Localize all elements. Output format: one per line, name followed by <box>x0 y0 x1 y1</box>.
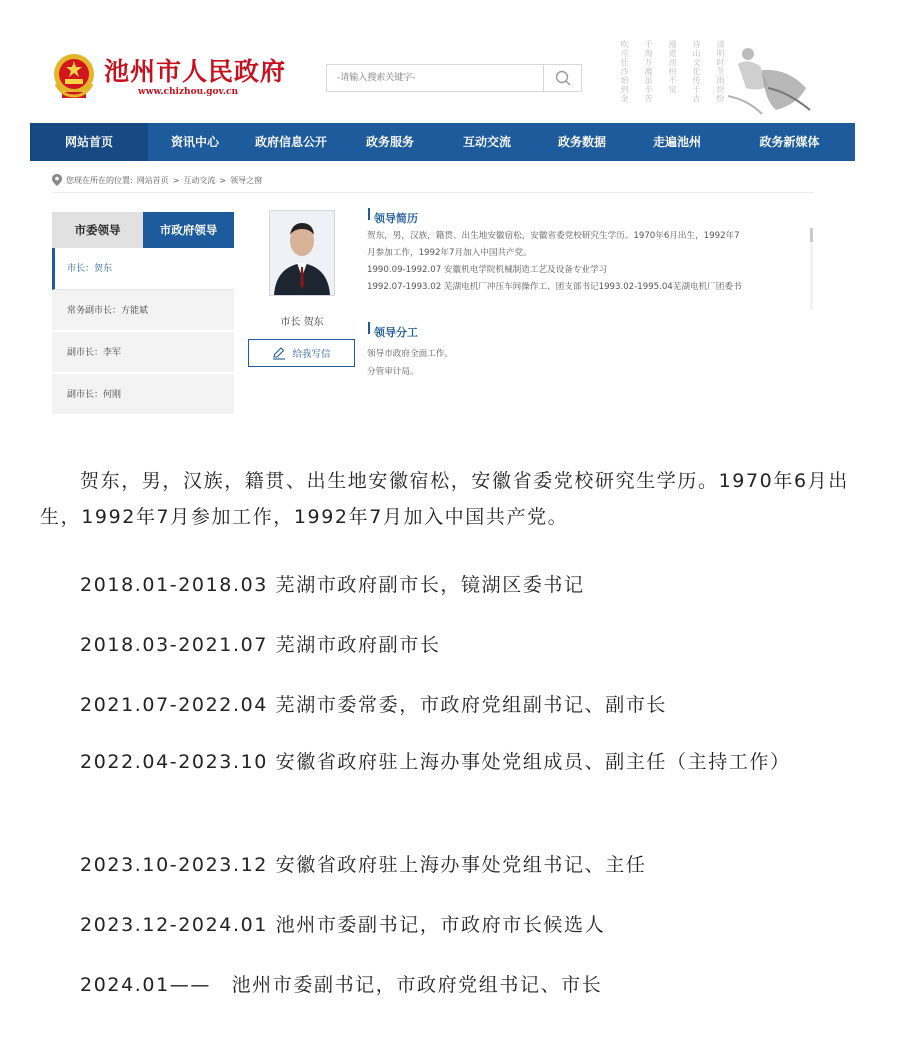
breadcrumb-link-interaction[interactable]: 互动交流 <box>183 175 216 185</box>
career-entry: 2023.10-2023.12 安徽省政府驻上海办事处党组书记、主任 <box>80 854 647 876</box>
bio-line: 月参加工作，1992年7月加入中国共产党。 <box>367 248 532 258</box>
career-entry: 2021.07-2022.04 芜湖市委常委，市政府党组副书记、副市长 <box>80 694 668 716</box>
duty-line: 分管审计局。 <box>367 367 419 377</box>
bio-line: 1990.09-1992.07 安徽机电学院机械制造工艺及设备专业学习 <box>367 265 608 275</box>
breadcrumb-current[interactable]: 领导之窗 <box>230 175 263 185</box>
bio-line: 1992.07-1993.02 芜湖电机厂冲压车间操作工、团支部书记1993.02-1995.04芜湖电机厂团委书 <box>367 282 742 292</box>
breadcrumb-link-home[interactable]: 网站首页 <box>136 175 169 185</box>
career-entry: 2024.01—— 池州市委副书记，市政府党组书记、市长 <box>80 974 603 996</box>
tab-party-leaders[interactable]: 市委领导 <box>52 212 143 248</box>
decor-text: 诗山文化传千古 <box>692 40 701 103</box>
main-nav <box>30 123 855 161</box>
duty-title: 领导分工 <box>374 326 418 339</box>
photo-caption: 市长 贺东 <box>280 317 324 328</box>
tab-government-leaders[interactable]: 市政府领导 <box>143 212 234 248</box>
career-entry: 2018.03-2021.07 芜湖市政府副市长 <box>80 634 441 656</box>
leader-item-mayor[interactable]: 市长：贺东 <box>52 248 234 290</box>
leader-item-executive-vice-mayor[interactable]: 常务副市长：方能斌 <box>52 290 234 332</box>
ink-figure-illustration <box>718 40 814 120</box>
search-icon <box>555 70 571 86</box>
breadcrumb <box>52 174 266 186</box>
nav-item-gov-info[interactable]: 政府信息公开 <box>254 135 327 149</box>
nav-item-data[interactable]: 政务数据 <box>557 135 606 149</box>
write-letter-button[interactable] <box>248 339 355 367</box>
leader-tabs <box>52 212 234 248</box>
nav-item-home[interactable]: 网站首页 <box>30 123 148 161</box>
section-marker <box>368 208 370 220</box>
nav-item-services[interactable]: 政务服务 <box>365 135 414 149</box>
bio-section-title <box>374 207 418 226</box>
career-entry: 2022.04-2023.10 安徽省政府驻上海办事处党组成员、副主任（主持工作） <box>80 751 791 773</box>
search-button[interactable] <box>544 65 581 91</box>
nav-item-news[interactable]: 资讯中心 <box>170 135 219 149</box>
search-box <box>326 64 582 92</box>
nav-item-interaction[interactable]: 互动交流 <box>462 135 511 149</box>
site-url[interactable]: www.chizhou.gov.cn <box>138 87 239 97</box>
write-letter-label: 给我写信 <box>292 349 331 360</box>
search-input[interactable] <box>337 65 537 91</box>
duty-text <box>367 345 453 381</box>
site-title[interactable]: 池州市人民政府 <box>104 57 287 86</box>
article-intro: 贺东，男，汉族，籍贯、出生地安徽宿松，安徽省委党校研究生学历。1970年6月出生，1992年7月参加工作，1992年7月加入中国共产党。 <box>40 470 849 528</box>
bio-scrollbar-thumb[interactable] <box>810 228 813 242</box>
header-decoration <box>618 40 814 120</box>
decor-text: 清明时节雨纷纷 <box>716 40 725 103</box>
decor-text: 千淘万漉虽辛苦 <box>644 40 653 103</box>
duty-section-title <box>374 321 418 340</box>
national-emblem-icon <box>52 52 96 102</box>
nav-item-new-media[interactable]: 政务新媒体 <box>759 135 820 149</box>
breadcrumb-separator: > <box>219 175 227 185</box>
location-pin-icon <box>52 174 62 186</box>
career-entry: 2018.01-2018.03 芜湖市政府副市长，镜湖区委书记 <box>80 574 585 596</box>
duty-line: 领导市政府全面工作。 <box>367 349 453 359</box>
decor-text: 漫道池州不觉 <box>668 40 677 94</box>
leader-item-vice-mayor-li[interactable]: 副市长：李军 <box>52 332 234 374</box>
breadcrumb-prefix: 您现在所在的位置: <box>66 175 133 185</box>
leader-item-vice-mayor-he[interactable]: 副市长：何刚 <box>52 374 234 416</box>
decor-text: 吹尽狂沙始到金 <box>620 40 629 103</box>
leader-photo <box>269 210 335 296</box>
bio-title: 领导简历 <box>374 212 418 225</box>
pen-icon <box>272 346 286 360</box>
leader-list <box>52 248 234 416</box>
section-marker <box>368 322 370 334</box>
career-entry: 2023.12-2024.01 池州市委副书记，市政府市长候选人 <box>80 914 606 936</box>
nav-item-chizhou[interactable]: 走遍池州 <box>652 135 701 149</box>
breadcrumb-separator: > <box>172 175 180 185</box>
bio-line: 贺东，男，汉族，籍贯、出生地安徽宿松，安徽省委党校研究生学历。1970年6月出生，1992年7 <box>367 231 740 241</box>
bio-text <box>367 228 807 310</box>
breadcrumb-divider <box>52 192 814 193</box>
